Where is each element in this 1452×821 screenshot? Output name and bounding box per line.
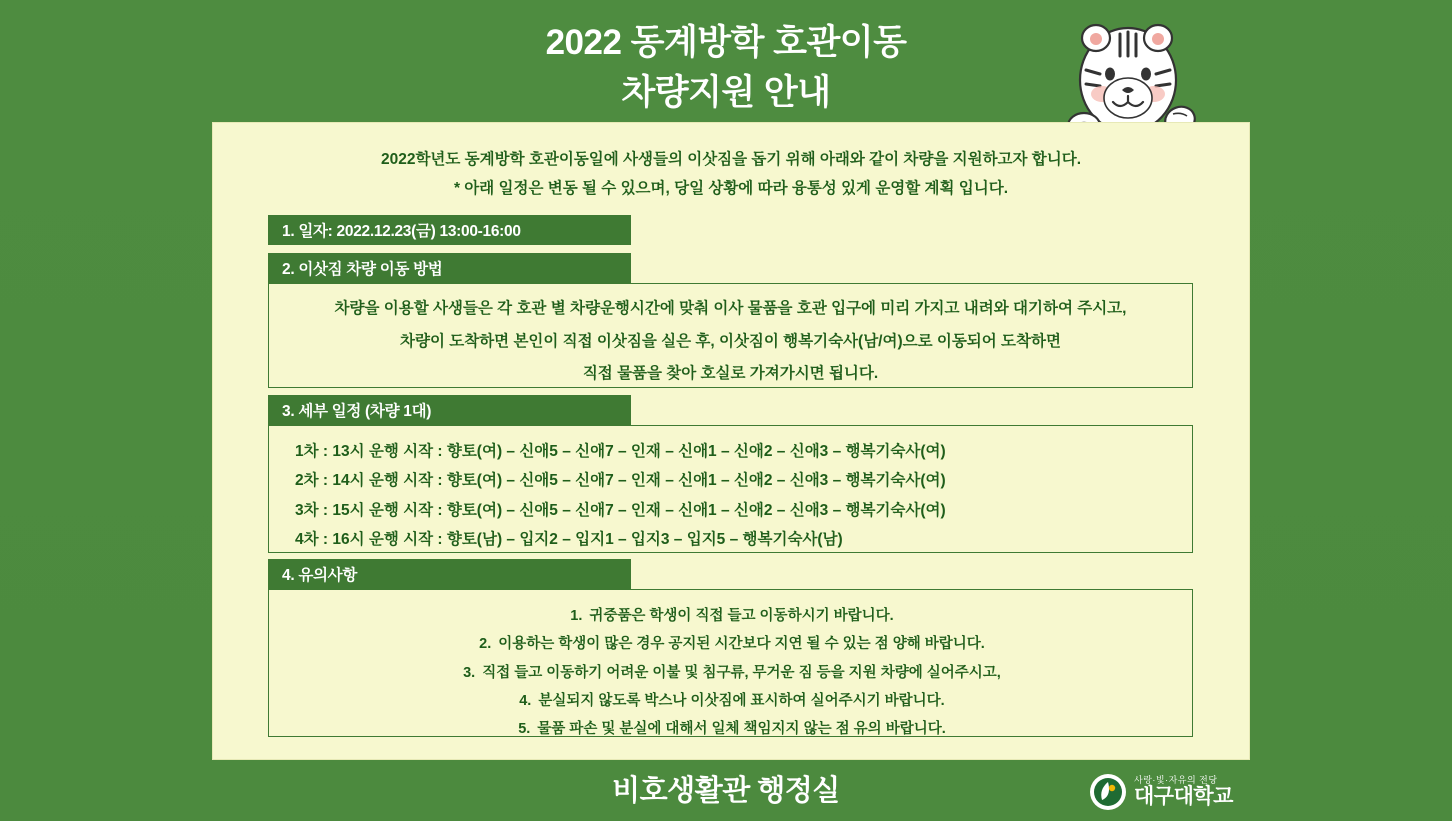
notice-text: 귀중품은 학생이 직접 들고 이동하시기 바랍니다. [589,608,894,624]
notice-number: 3. [463,664,476,681]
notice-item [269,687,1192,715]
section-body-method [268,283,1193,388]
method-line-3: 직접 물품을 찾아 호실로 가져가시면 됩니다. [582,365,879,383]
page-title [0,18,1452,117]
intro-line-2: * 아래 일정은 변동 될 수 있으며, 당일 상황에 따라 융통성 있게 운영할 계획 입니다. [453,180,1009,198]
method-line-2: 차량이 도착하면 본인이 직접 이삿짐을 실은 후, 이삿짐이 행복기숙사(남/여)으로 이동되어 도착하면 [400,332,1061,350]
notice-item [269,715,1192,743]
notice-item [269,630,1192,658]
footer-office-name: 비호생활관 행정실 [612,775,840,807]
notice-number: 2. [479,636,492,653]
section-header-notice: 4. 유의사항 [268,559,631,589]
title-line-1: 2022 동계방학 호관이동 [545,23,907,62]
notice-number: 5. [518,721,531,738]
notice-text: 물품 파손 및 분실에 대해서 일체 책임지지 않는 점 유의 바랍니다. [537,721,946,738]
university-name: 대구대학교 [1134,784,1233,808]
schedule-line-2: 2차 : 14시 운행 시작 : 향토(여) – 신애5 – 신애7 – 인재 – 신애1 – 신애2 – 신애3 – 행복기숙사(여) [295,472,946,490]
section-header-schedule: 3. 세부 일정 (차량 1대) [268,395,631,425]
method-line-1: 차량을 이용할 사생들은 각 호관 별 차량운행시간에 맞춰 이사 물품을 호관 입구에 미리 가지고 내려와 대기하여 주시고, [334,300,1127,317]
section-body-schedule [268,425,1193,553]
schedule-line-4: 4차 : 16시 운행 시작 : 향토(남) – 입지2 – 입지1 – 입지3 – 입지5 – 행복기숙사(남) [295,531,843,549]
university-logo [1090,770,1250,814]
schedule-line-1: 1차 : 13시 운행 시작 : 향토(여) – 신애5 – 신애7 – 인재 – 신애1 – 신애2 – 신애3 – 행복기숙사(여) [295,443,946,460]
notice-text: 분실되지 않도록 박스나 이삿짐에 표시하여 실어주시기 바랍니다. [538,692,945,709]
notice-number: 1. [570,608,583,624]
schedule-line-3: 3차 : 15시 운행 시작 : 향토(여) – 신애5 – 신애7 – 인재 – 신애1 – 신애2 – 신애3 – 행복기숙사(여) [295,501,946,519]
title-line-2: 차량지원 안내 [621,72,831,112]
notice-text: 이용하는 학생이 많은 경우 공지된 시간보다 지연 될 수 있는 점 양해 바랍니다. [498,636,985,653]
section-header-method: 2. 이삿짐 차량 이동 방법 [268,253,631,283]
content-panel [213,123,1249,759]
notice-number: 4. [519,692,532,709]
intro-text [213,123,1249,204]
notice-text: 직접 들고 이동하기 어려운 이불 및 침구류, 무거운 짐 등을 지원 차량에 실어주시고, [482,664,1001,681]
section-body-notice [268,589,1193,737]
notice-item [269,602,1192,630]
university-logo-text [1134,776,1233,807]
university-emblem-icon [1090,774,1126,810]
section-header-date: 1. 일자: 2022.12.23(금) 13:00-16:00 [268,215,631,245]
university-slogan: 사랑·빛·자유의 전당 [1134,775,1218,786]
intro-line-1: 2022학년도 동계방학 호관이동일에 사생들의 이삿짐을 돕기 위해 아래와 같이 차량을 지원하고자 합니다. [380,151,1082,168]
notice-item [269,659,1192,687]
